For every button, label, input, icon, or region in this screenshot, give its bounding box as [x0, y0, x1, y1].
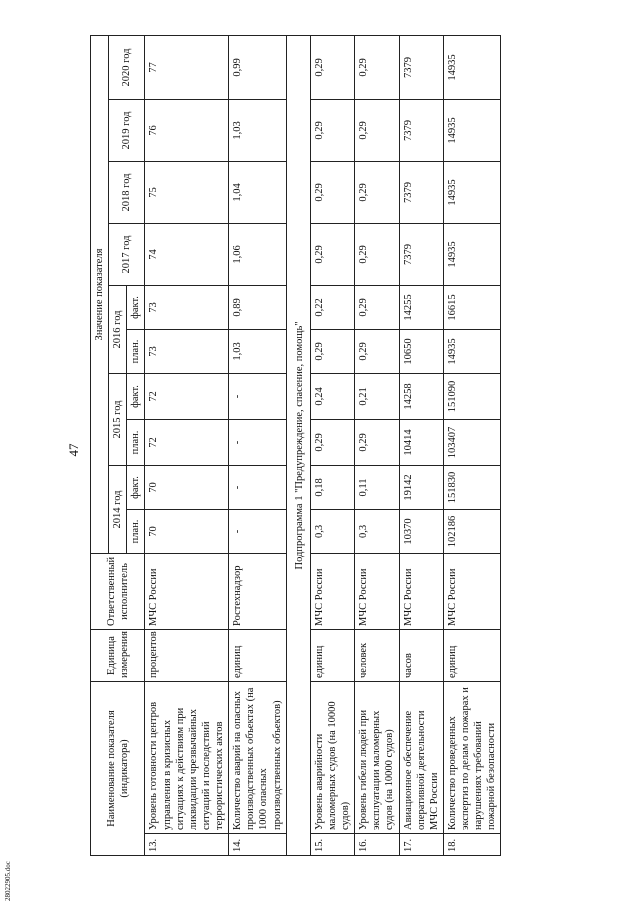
- value-2019: 7379: [399, 99, 443, 161]
- row-number: 14.: [229, 834, 287, 856]
- value-plan-2016: 0,29: [310, 329, 354, 373]
- indicator-name: Количество аварий на опасных производственных объектах (на 1000 опасных производственных объектов): [229, 681, 287, 833]
- value-2017: 74: [145, 223, 229, 285]
- value-2020: 0,99: [229, 35, 287, 99]
- value-2017: 0,29: [310, 223, 354, 285]
- rotated-content: [20, 20, 620, 880]
- header-year-2015: 2015 год: [109, 373, 127, 465]
- executor-cell: МЧС России: [443, 553, 501, 629]
- value-fact-2015: -: [229, 373, 287, 419]
- header-year-2018: 2018 год: [109, 161, 145, 223]
- value-plan-2015: 72: [145, 419, 229, 465]
- value-2020: 0,29: [310, 35, 354, 99]
- table-row: [310, 35, 354, 855]
- row-number: 13.: [145, 834, 229, 856]
- value-fact-2016: 14255: [399, 285, 443, 329]
- value-fact-2014: 0,18: [310, 465, 354, 509]
- value-2018: 75: [145, 161, 229, 223]
- value-plan-2014: 102186: [443, 509, 501, 553]
- value-2017: 14935: [443, 223, 501, 285]
- value-fact-2016: 0,29: [355, 285, 399, 329]
- header-name: Наименование показателя (индикатора): [91, 681, 145, 855]
- header-unit: Единица измерения: [91, 629, 145, 681]
- unit-cell: единиц: [310, 629, 354, 681]
- footer-filename-wrap: [4, 841, 16, 901]
- header-year-2020: 2020 год: [109, 35, 145, 99]
- value-2018: 0,29: [355, 161, 399, 223]
- value-2019: 76: [145, 99, 229, 161]
- value-2019: 1,03: [229, 99, 287, 161]
- value-2018: 7379: [399, 161, 443, 223]
- row-number: 16.: [355, 834, 399, 856]
- value-2017: 0,29: [355, 223, 399, 285]
- executor-cell: МЧС России: [145, 553, 229, 629]
- executor-cell: Ростехнадзор: [229, 553, 287, 629]
- value-2019: 14935: [443, 99, 501, 161]
- value-plan-2016: 10650: [399, 329, 443, 373]
- indicator-table: [90, 35, 501, 856]
- value-fact-2015: 72: [145, 373, 229, 419]
- value-fact-2014: 19142: [399, 465, 443, 509]
- value-fact-2016: 0,22: [310, 285, 354, 329]
- unit-cell: единиц: [229, 629, 287, 681]
- executor-cell: МЧС России: [399, 553, 443, 629]
- indicator-name: Авиационное обеспечение оперативной деятельности МЧС России: [399, 681, 443, 833]
- value-plan-2016: 0,29: [355, 329, 399, 373]
- value-2020: 7379: [399, 35, 443, 99]
- header-plan-2015: план.: [127, 419, 145, 465]
- value-fact-2014: 151830: [443, 465, 501, 509]
- header-year-2016: 2016 год: [109, 285, 127, 373]
- value-plan-2015: 10414: [399, 419, 443, 465]
- page-number: 47: [66, 443, 81, 457]
- header-fact-2014: факт.: [127, 465, 145, 509]
- table-row: [443, 35, 501, 855]
- value-plan-2016: 1,03: [229, 329, 287, 373]
- header-plan-2016: план.: [127, 329, 145, 373]
- unit-cell: процентов: [145, 629, 229, 681]
- header-values-group: Значение показателя: [91, 35, 109, 553]
- value-plan-2015: 103407: [443, 419, 501, 465]
- value-plan-2014: 10370: [399, 509, 443, 553]
- header-plan-2014: план.: [127, 509, 145, 553]
- value-fact-2014: 70: [145, 465, 229, 509]
- header-executor: Ответственный исполнитель: [91, 553, 145, 629]
- table-row: [355, 35, 399, 855]
- value-fact-2016: 16615: [443, 285, 501, 329]
- table-row: [399, 35, 443, 855]
- value-2020: 14935: [443, 35, 501, 99]
- indicator-name: Уровень готовности центров управления в кризисных ситуациях к действиям при ликвидации чрезвычайных ситуаций и последствий террористических актов: [145, 681, 229, 833]
- executor-cell: МЧС России: [355, 553, 399, 629]
- value-plan-2014: 70: [145, 509, 229, 553]
- table-row: [145, 35, 229, 855]
- value-plan-2016: 73: [145, 329, 229, 373]
- value-plan-2015: 0,29: [310, 419, 354, 465]
- value-fact-2014: 0,11: [355, 465, 399, 509]
- value-plan-2014: 0,3: [355, 509, 399, 553]
- value-fact-2016: 0,89: [229, 285, 287, 329]
- value-2018: 1,04: [229, 161, 287, 223]
- header-fact-2015: факт.: [127, 373, 145, 419]
- value-2018: 0,29: [310, 161, 354, 223]
- value-2020: 0,29: [355, 35, 399, 99]
- value-plan-2014: -: [229, 509, 287, 553]
- value-2019: 0,29: [310, 99, 354, 161]
- value-fact-2015: 151090: [443, 373, 501, 419]
- header-year-2017: 2017 год: [109, 223, 145, 285]
- unit-cell: человек: [355, 629, 399, 681]
- value-fact-2014: -: [229, 465, 287, 509]
- executor-cell: МЧС России: [310, 553, 354, 629]
- value-2019: 0,29: [355, 99, 399, 161]
- value-2017: 7379: [399, 223, 443, 285]
- indicator-name: Количество проведенных экспертиз по делам о пожарах и нарушениях требований пожарной безопасности: [443, 681, 501, 833]
- section-row: [286, 35, 310, 855]
- value-2017: 1,06: [229, 223, 287, 285]
- value-fact-2015: 0,24: [310, 373, 354, 419]
- value-plan-2015: -: [229, 419, 287, 465]
- row-number: 18.: [443, 834, 501, 856]
- indicator-name: Уровень гибели людей при эксплуатации маломерных судов (на 10000 судов): [355, 681, 399, 833]
- value-fact-2015: 14258: [399, 373, 443, 419]
- row-number: 17.: [399, 834, 443, 856]
- value-plan-2015: 0,29: [355, 419, 399, 465]
- value-fact-2015: 0,21: [355, 373, 399, 419]
- value-plan-2016: 14935: [443, 329, 501, 373]
- row-number: 15.: [310, 834, 354, 856]
- header-year-2019: 2019 год: [109, 99, 145, 161]
- table-row: [229, 35, 287, 855]
- indicator-name: Уровень аварийности маломерных судов (на 10000 судов): [310, 681, 354, 833]
- footer-filename: 28022905.doc: [4, 861, 12, 901]
- unit-cell: единиц: [443, 629, 501, 681]
- value-plan-2014: 0,3: [310, 509, 354, 553]
- header-year-2014: 2014 год: [109, 465, 127, 553]
- value-2018: 14935: [443, 161, 501, 223]
- header-fact-2016: факт.: [127, 285, 145, 329]
- value-fact-2016: 73: [145, 285, 229, 329]
- value-2020: 77: [145, 35, 229, 99]
- section-title: Подпрограмма 1 "Предупреждение, спасение, помощь": [286, 35, 310, 855]
- unit-cell: часов: [399, 629, 443, 681]
